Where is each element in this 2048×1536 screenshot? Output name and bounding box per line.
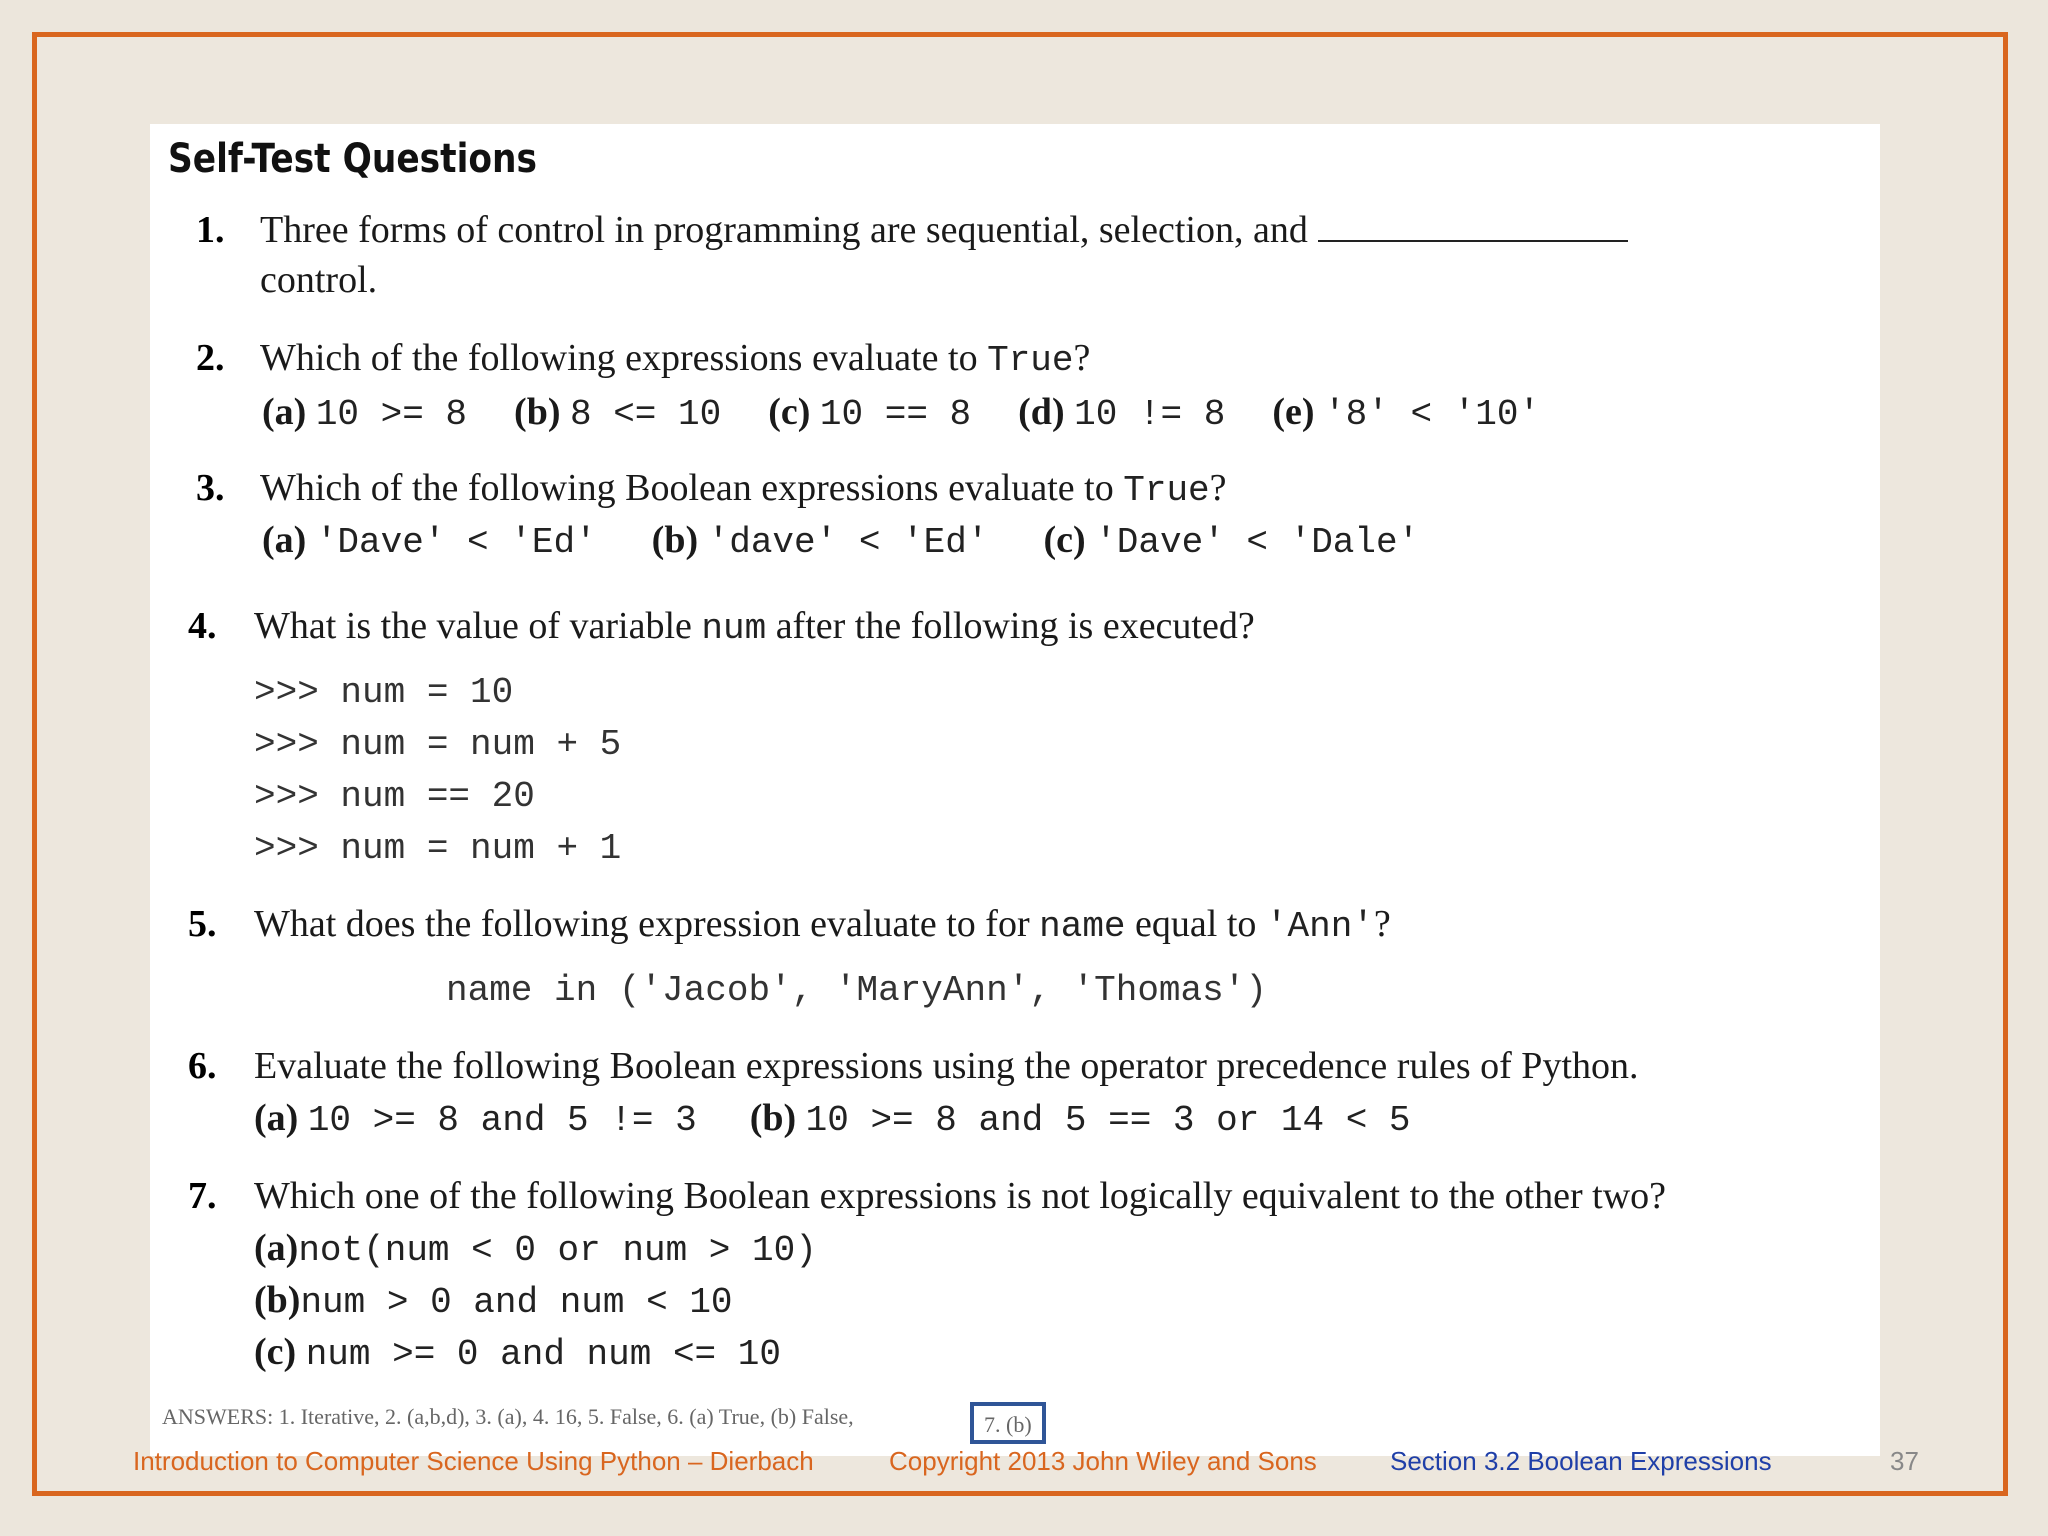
- q2-prompt-text: Which of the following expressions evaluate to: [260, 337, 978, 379]
- q2-prompt-code: True: [987, 340, 1074, 381]
- q2-number: 2.: [196, 337, 225, 379]
- q2-options: [262, 390, 1540, 435]
- q6-option-b-expr: 10 >= 8 and 5 == 3 or 14 < 5: [805, 1100, 1411, 1141]
- q4-code-line: >>> num = num + 5: [254, 724, 622, 765]
- q1-line1: Three forms of control in programming are sequential, selection, and: [260, 209, 1308, 251]
- q2-option-e-label: (e): [1272, 391, 1315, 433]
- q7-option-c-label: (c): [254, 1331, 297, 1373]
- content-panel: [150, 124, 1880, 1456]
- q7-option-a-expr: not(num < 0 or num > 10): [298, 1230, 817, 1271]
- footer-copyright: Copyright 2013 John Wiley and Sons: [889, 1446, 1317, 1476]
- q3-option-b-expr: 'dave' < 'Ed': [707, 522, 989, 563]
- q7-prompt: Which one of the following Boolean expressions is not logically equivalent to the other two?: [254, 1175, 1667, 1217]
- footer-book-title: Introduction to Computer Science Using Python – Dierbach: [133, 1446, 814, 1476]
- q3-option-b-label: (b): [651, 519, 699, 561]
- page-number: 37: [1890, 1446, 1919, 1476]
- q4-prompt-a: What is the value of variable: [254, 605, 692, 647]
- q7-option-c: [254, 1330, 781, 1375]
- q7-option-a: [254, 1226, 817, 1271]
- q2-option-d-expr: 10 != 8: [1074, 394, 1226, 435]
- q2-prompt-end: ?: [1073, 337, 1091, 379]
- q4-code-line: >>> num == 20: [254, 776, 535, 817]
- q6-prompt: Evaluate the following Boolean expressions using the operator precedence rules of Python.: [254, 1045, 1639, 1087]
- q2-option-d-label: (d): [1018, 391, 1065, 433]
- q5-prompt-text: What does the following expression evaluate to for: [254, 903, 1030, 945]
- q3-options: [262, 518, 1419, 563]
- q6-number: 6.: [188, 1045, 217, 1087]
- q1-line2: control.: [260, 259, 378, 301]
- q5-prompt-mid: equal to: [1135, 903, 1257, 945]
- q4-prompt: [254, 604, 1255, 649]
- q3-option-c-label: (c): [1043, 519, 1086, 561]
- footer-section: Section 3.2 Boolean Expressions: [1390, 1446, 1772, 1476]
- q3-prompt: [260, 466, 1227, 511]
- q5-number: 5.: [188, 903, 217, 945]
- q7-option-c-expr: num >= 0 and num <= 10: [305, 1334, 781, 1375]
- q5-prompt-code-ann: 'Ann': [1265, 906, 1374, 947]
- q7-option-a-label: (a): [254, 1227, 299, 1269]
- q5-prompt-code-name: name: [1039, 906, 1126, 947]
- q4-code-line: >>> num = num + 1: [254, 828, 622, 869]
- q2-option-e-expr: '8' < '10': [1324, 394, 1541, 435]
- q5-code: name in ('Jacob', 'MaryAnn', 'Thomas'): [446, 970, 1267, 1011]
- q2-option-a-label: (a): [262, 391, 307, 433]
- q6-option-b-label: (b): [749, 1097, 797, 1139]
- q2-option-c-expr: 10 == 8: [819, 394, 972, 435]
- q2-option-c-label: (c): [768, 391, 811, 433]
- q7-number: 7.: [188, 1175, 217, 1217]
- q5-prompt: [254, 902, 1391, 947]
- q3-prompt-code: True: [1123, 470, 1210, 511]
- q1-text: [260, 208, 1628, 252]
- q4-prompt-b: after the following is executed?: [775, 605, 1255, 647]
- q1-number: 1.: [196, 209, 225, 251]
- q3-prompt-end: ?: [1209, 467, 1227, 509]
- q7-option-b: [254, 1278, 733, 1323]
- q7-option-b-expr: num > 0 and num < 10: [300, 1282, 733, 1323]
- q2-prompt: [260, 336, 1090, 381]
- answers-line: ANSWERS: 1. Iterative, 2. (a,b,d), 3. (a), 4. 16, 5. False, 6. (a) True, (b) False,: [162, 1404, 854, 1429]
- q5-prompt-end: ?: [1373, 903, 1391, 945]
- q2-option-b-label: (b): [514, 391, 561, 433]
- q3-number: 3.: [196, 467, 225, 509]
- q6-option-a-label: (a): [254, 1097, 299, 1139]
- answer-highlight-text: 7. (b): [984, 1412, 1032, 1437]
- q2-option-a-expr: 10 >= 8: [315, 394, 468, 435]
- section-heading: Self-Test Questions: [168, 136, 537, 182]
- q7-option-b-label: (b): [254, 1279, 301, 1321]
- q4-number: 4.: [188, 605, 217, 647]
- q3-option-a-label: (a): [262, 519, 307, 561]
- q1-blank: [1318, 212, 1628, 242]
- q4-code-line: >>> num = 10: [254, 672, 514, 713]
- q6-option-a-expr: 10 >= 8 and 5 != 3: [307, 1100, 697, 1141]
- answer-highlight-box: [970, 1402, 1046, 1444]
- q6-options: [254, 1096, 1411, 1141]
- q3-prompt-text: Which of the following Boolean expressions evaluate to: [260, 467, 1114, 509]
- q4-prompt-code: num: [701, 608, 767, 649]
- q3-option-c-expr: 'Dave' < 'Dale': [1095, 522, 1420, 563]
- q2-option-b-expr: 8 <= 10: [570, 394, 722, 435]
- q3-option-a-expr: 'Dave' < 'Ed': [315, 522, 597, 563]
